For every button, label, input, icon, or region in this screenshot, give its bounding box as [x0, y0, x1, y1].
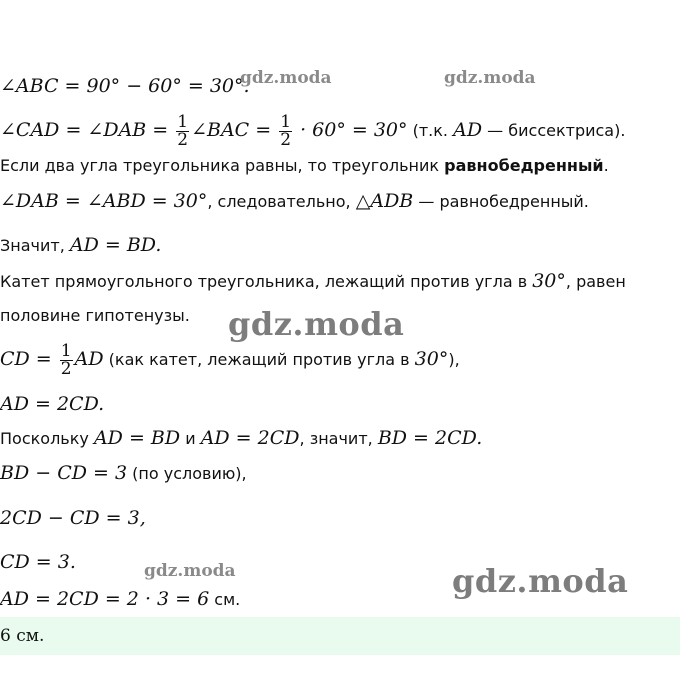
solution-line-6: [0, 271, 626, 292]
math-expression: 2CD − CD = 3,: [0, 507, 146, 529]
text: , следовательно,: [207, 192, 356, 211]
text: и: [180, 429, 201, 448]
solution-line-12: [0, 508, 146, 529]
text: , значит,: [299, 429, 378, 448]
text: Значит,: [0, 236, 70, 255]
solution-line-13: [0, 552, 76, 573]
text: .: [603, 156, 609, 175]
fraction: $\frac{1}{2}$: [60, 341, 72, 379]
math-expression: ∠CAD = ∠DAB =: [0, 119, 175, 141]
math-expression: AD = 2CD.: [0, 393, 105, 415]
solution-line-10: [0, 428, 482, 449]
solution-line-2: [0, 114, 625, 149]
math-expression: AD = BD.: [69, 234, 162, 256]
math-expression: ∠DAB = ∠ABD = 30°: [0, 190, 208, 212]
math-expression: 30°: [414, 348, 449, 370]
text: ),: [448, 350, 460, 369]
math-expression: · 60° = 30°: [294, 119, 408, 141]
answer-text: 6 см.: [0, 626, 45, 646]
answer-highlight: [0, 617, 680, 655]
watermark: gdz.moda: [444, 68, 536, 88]
text: — биссектриса).: [482, 121, 626, 140]
fraction: $\frac{1}{2}$: [280, 112, 292, 150]
solution-line-5: [0, 235, 161, 256]
math-expression: AD = BD: [93, 427, 181, 449]
math-expression: CD =: [0, 348, 58, 370]
math-expression: AD = 2CD = 2 · 3 = 6: [0, 588, 210, 610]
text: , равен: [565, 272, 626, 291]
watermark: gdz.moda: [228, 305, 405, 343]
text: (по условию),: [127, 464, 247, 483]
watermark: gdz.moda: [452, 562, 629, 600]
math-expression: 30°: [532, 270, 566, 292]
watermark: gdz.moda: [144, 561, 236, 581]
math-expression: ∠ABC = 90° − 60° = 30°.: [0, 75, 250, 97]
math-expression: ∠BAC =: [191, 119, 278, 141]
solution-line-8: [0, 343, 460, 378]
solution-line-4: [0, 191, 589, 212]
solution-line-11: [0, 463, 247, 484]
solution-line-7: [0, 306, 190, 326]
bold-term: равнобедренный: [444, 156, 604, 175]
text: (как катет, лежащий против угла в: [103, 350, 415, 369]
math-expression: AD = 2CD: [200, 427, 300, 449]
solution-line-14: [0, 589, 240, 610]
solution-line-3: [0, 156, 609, 176]
math-expression: AD: [74, 348, 104, 370]
text: см.: [209, 590, 241, 609]
watermark: gdz.moda: [240, 68, 332, 88]
solution-line-1: [0, 76, 250, 97]
math-expression: CD = 3.: [0, 551, 76, 573]
text: Поскольку: [0, 429, 94, 448]
text: — равнобедренный.: [413, 192, 589, 211]
math-expression: BD − CD = 3: [0, 462, 128, 484]
text: (т.к.: [407, 121, 454, 140]
math-expression: AD: [453, 119, 483, 141]
text: половине гипотенузы.: [0, 306, 190, 325]
fraction: $\frac{1}{2}$: [177, 112, 189, 150]
math-expression: BD = 2CD.: [377, 427, 483, 449]
math-expression: △ADB: [355, 190, 414, 212]
solution-line-9: [0, 394, 104, 415]
text: Если два угла треугольника равны, то треугольник: [0, 156, 445, 175]
text: Катет прямоугольного треугольника, лежащий против угла в: [0, 272, 533, 291]
